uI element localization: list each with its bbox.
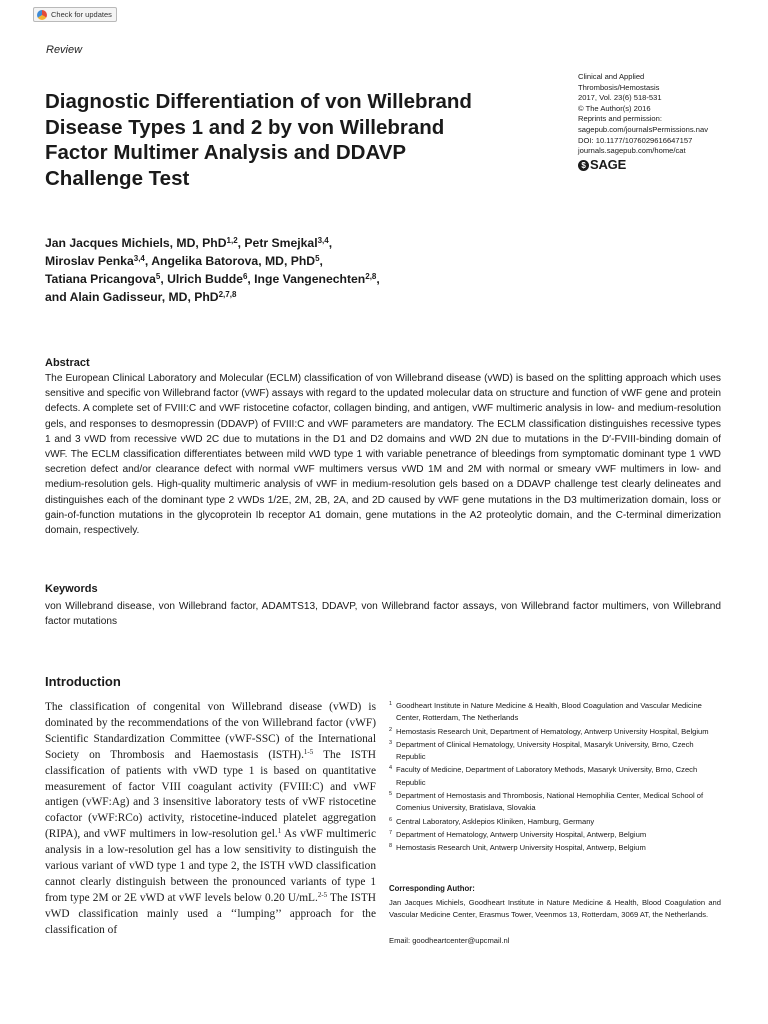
author — [244, 236, 332, 250]
updates-icon — [37, 10, 47, 20]
keywords-text: von Willebrand disease, von Willebrand factor, ADAMTS13, DDAVP, von Willebrand factor assays, von Willebrand factor multimers, von Willebrand factor mutations — [45, 601, 721, 628]
author-affiliation-ref: 1,2 — [226, 236, 238, 245]
citation-link[interactable]: 1 — [277, 827, 282, 836]
affiliation-text: Central Laboratory, Asklepios Kliniken, Hamburg, Germany — [396, 816, 595, 826]
intro-segment: The ISTH vWD classification mainly used a ‘‘lumping’’ approach for the classification of — [45, 891, 376, 936]
intro-segment: The classification of congenital von Willebrand disease (vWD) is dominated by the recommendations of the von Willebrand factor (vWF) Scientific Standardization Committee (vWF-SSC) of the International Society on Thrombosis and Haemostasis (ISTH). — [45, 701, 376, 761]
journal-info — [578, 72, 748, 171]
affiliation-text: Department of Hematology, Antwerp University Hospital, Antwerp, Belgium — [396, 829, 647, 839]
author-affiliation-ref: 3,4 — [317, 236, 329, 245]
citation-link[interactable]: 2-5 — [317, 890, 328, 899]
corresponding-author-text: Jan Jacques Michiels, Goodheart Institute in Nature Medicine & Health, Blood Coagulation and Vascular Medicine Center, Erasmus Tower, Veenmos 13, Rotterdam, 3069 AT, the Netherlands. — [389, 898, 721, 920]
article-title: Diagnostic Differentiation of von Willebrand Disease Types 1 and 2 by von Willebrand Factor Multimer Analysis and DDAVP Challenge Test — [45, 90, 472, 190]
author-separator: , — [237, 236, 245, 250]
author-name: Inge Vangenechten — [254, 272, 366, 286]
affiliation-number: 4 — [389, 765, 393, 772]
author — [254, 272, 380, 286]
affiliation-text: Hemostasis Research Unit, Department of Hematology, Antwerp University Hospital, Belgium — [396, 726, 709, 736]
author-name: Petr Smejkal — [244, 236, 318, 250]
affiliation-item — [389, 790, 719, 815]
affiliation-item — [389, 726, 719, 738]
author-separator: , — [328, 236, 333, 250]
keywords-heading: Keywords — [45, 583, 98, 595]
affiliation-number: 2 — [389, 726, 393, 733]
affiliation-number: 5 — [389, 791, 393, 798]
affiliation-text: Hemostasis Research Unit, Antwerp University Hospital, Antwerp, Belgium — [396, 843, 646, 853]
author-affiliation-ref: 5 — [315, 254, 320, 263]
citation-link[interactable]: 1-5 — [303, 747, 314, 756]
corresponding-author-email[interactable]: Email: goodheartcenter@upcmail.nl — [389, 936, 510, 945]
affiliation-item — [389, 764, 719, 789]
author-name: Miroslav Penka — [45, 254, 134, 268]
author-separator: , — [144, 254, 152, 268]
intro-segment: As vWF multimeric analysis in a low-resolution gel has a low sensitivity to distinguish the various variant of vWD type 1 and type 2, the ISTH vWD classification cannot clearly distinguish between the pronounced variants of type 1 from type 2M or 2E vWD at vWF levels below 0.20 U/mL. — [45, 828, 376, 904]
corresponding-author-heading: Corresponding Author: — [389, 884, 475, 893]
author-separator: , — [319, 254, 323, 268]
author-name: and Alain Gadisseur, MD, PhD — [45, 290, 219, 304]
abstract-text: The European Clinical Laboratory and Molecular (ECLM) classification of von Willebrand disease (vWD) is based on the splitting approach which uses sensitive and specific von Willebrand factor (vWF) assays with regard to the updated molecular data on structure and function of vWF gene and protein defects. A complete set of FVIII:C and vWF ristocetine cofactor, collagen binding, and antigen, vWF multimeric analysis in low- and medium-resolution gels, and responses to desmopressin (DDAVP) of FVIII:C and vWF parameters are mandatory. The ECLM classification distinguishes recessive types 1 and 3 vWD from recessive vWD 2C due to mutations in the D1 and D2 domains and vWD 2N due to mutations in the D′-FVIII-binding domain of vWF. The ECLM classification differentiates between mild vWD type 1 with variable penetrance of bleedings from symptomatic dominant type 1 vWD secretion defect and/or clearance defect with normal vWF multimers versus vWD 1M and 2M with normal or smeary vWF multimers in low- and medium-resolution gels. High-quality multimeric analysis of vWF in medium-resolution gels based on a DDAVP challenge test clearly delineates and distinguishes each of the dominant type 2 vWDs 1/2E, 2M, 2B, 2A, and 2D caused by vWF gene mutations in the D3 multimerization domain, loss or gain-of-function mutations in the glycoprotein Ib receptor A1 domain, gene mutations in the A2 proteolytic domain, and the C-terminal dimerization domain, respectively. — [45, 373, 721, 537]
author-affiliation-ref: 2,8 — [365, 272, 377, 281]
affiliation-item — [389, 700, 719, 725]
author-affiliation-ref: 3,4 — [133, 254, 145, 263]
author — [167, 272, 254, 286]
author — [45, 254, 151, 268]
affiliation-text: Department of Clinical Hematology, University Hospital, Masaryk University, Brno, Czech Republic — [396, 739, 694, 762]
author — [45, 236, 244, 250]
affiliation-number: 8 — [389, 843, 393, 850]
affiliation-number: 6 — [389, 816, 393, 823]
affiliation-item — [389, 829, 719, 841]
affiliation-number: 1 — [389, 701, 393, 707]
check-for-updates-badge[interactable] — [33, 7, 117, 22]
affiliation-text: Department of Hemostasis and Thrombosis, National Hemophilia Center, Medical School of Comenius University, Bratislava, Slovakia — [396, 791, 704, 813]
author-affiliation-ref: 5 — [155, 272, 161, 281]
affiliation-text: Goodheart Institute in Nature Medicine & Health, Blood Coagulation and Vascular Medicine Center, Rotterdam, The Netherlands — [396, 701, 702, 723]
author-separator: , — [247, 272, 255, 286]
author — [45, 290, 236, 304]
sage-icon: $ — [578, 160, 589, 171]
introduction-text — [45, 700, 376, 939]
doi-link[interactable]: DOI: 10.1177/1076029616647157 — [578, 135, 693, 145]
affiliation-item — [389, 739, 719, 764]
journal-line: © The Author(s) 2016 — [578, 103, 651, 113]
author-name: Jan Jacques Michiels, MD, PhD — [45, 236, 227, 250]
journal-line: Thrombosis/Hemostasis — [578, 82, 660, 92]
author-name: Ulrich Budde — [167, 272, 243, 286]
permissions-link[interactable]: sagepub.com/journalsPermissions.nav — [578, 124, 709, 134]
journal-line: 2017, Vol. 23(6) 518-531 — [578, 93, 662, 103]
publisher-logo — [578, 156, 748, 172]
author — [45, 272, 167, 286]
journal-homepage-link[interactable]: journals.sagepub.com/home/cat — [578, 146, 686, 156]
affiliation-number: 3 — [389, 739, 393, 746]
author — [151, 254, 323, 268]
author-list — [45, 234, 495, 306]
affiliation-item — [389, 816, 719, 828]
author-separator: , — [376, 272, 380, 286]
affiliation-list — [389, 700, 719, 856]
introduction-heading: Introduction — [45, 674, 121, 689]
abstract-heading: Abstract — [45, 357, 90, 369]
journal-line: Reprints and permission: — [578, 114, 662, 124]
author-affiliation-ref: 2,7,8 — [218, 290, 237, 299]
author-affiliation-ref: 6 — [242, 272, 248, 281]
publisher-logo-text: SAGE — [590, 156, 627, 172]
affiliation-number: 7 — [389, 829, 393, 836]
intro-segment: The ISTH classification of patients with vWD type 1 is based on quantitative measurement of factor VIII coagulant activity (FVIII:C) and vWF antigen (vWF:Ag) and 3 insensitive laboratory tests of vWF ristocetine cofactor (vWF:RCo) activity, ristocetine-induced platelet aggregation (RIPA), and vWF multimers in low-resolution gel. — [45, 748, 377, 841]
affiliation-text: Faculty of Medicine, Department of Laboratory Methods, Masaryk University, Brno, Czech Republic — [396, 765, 698, 787]
article-type-label: Review — [46, 44, 83, 56]
author-name: Angelika Batorova, MD, PhD — [151, 254, 316, 268]
author-name: Tatiana Pricangova — [45, 272, 156, 286]
affiliation-item — [389, 842, 719, 854]
author-separator: , — [160, 272, 168, 286]
check-for-updates-label: Check for updates — [51, 10, 112, 19]
journal-line: Clinical and Applied — [578, 72, 645, 81]
